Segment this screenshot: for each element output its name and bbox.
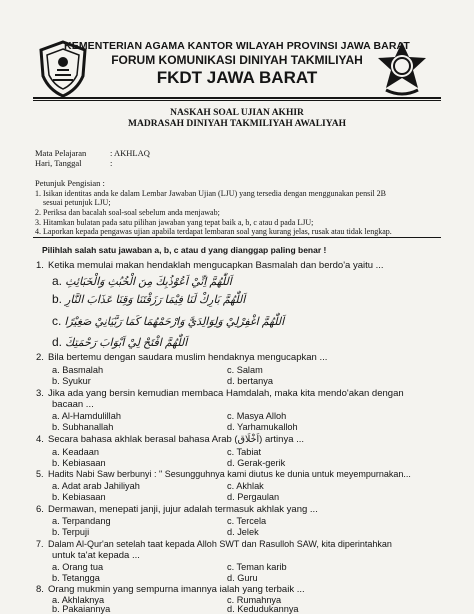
- petunjuk-title: Petunjuk Pengisian :: [35, 178, 105, 188]
- question-3: 3. Jika ada yang bersin kemudian membaca Hamdalah, maka kita mendo'akan dengan: [36, 388, 404, 399]
- meta-subject-value: : AKHLAQ: [110, 148, 150, 158]
- header-rule-thin: [33, 100, 441, 101]
- exam-title: NASKAH SOAL UJIAN AKHIR: [170, 108, 304, 118]
- question-7: 7. Dalam Al-Qur'an setelah taat kepada Alloh SWT dan Rasulloh SAW, kita diperintahkan: [36, 539, 392, 549]
- meta-date-value: :: [110, 158, 113, 168]
- q8-option-b: b. Pakaiannya: [52, 604, 111, 614]
- q1-option-c: c. اَللّٰهُمَّ اغْفِرْلِيْ وَلِوَالِدَيَّ وَارْحَمْهُمَا كَمَا رَبَّيَانِيْ صَغِيْرًا: [52, 314, 285, 328]
- question-3-cont: bacaan ...: [52, 399, 94, 410]
- q4-option-a: a. Keadaan: [52, 447, 100, 457]
- meta-date: [35, 158, 112, 168]
- q2-option-b: b. Syukur: [52, 376, 91, 386]
- q3-option-b: b. Subhanallah: [52, 422, 114, 432]
- q5-option-c: c. Akhlak: [227, 481, 264, 491]
- header-rule-thick: [33, 97, 441, 99]
- q6-option-c: c. Tercela: [227, 516, 267, 526]
- answer-instruction: Pilihlah salah satu jawaban a, b, c atau d yang dianggap paling benar !: [42, 245, 327, 255]
- petunjuk-item: 1. Isikan identitas anda ke dalam Lembar Jawaban Ujian (LJU) yang tersedia dengan menggunakan pensil 2B: [35, 189, 386, 198]
- q8-option-c: c. Rumahnya: [227, 595, 282, 605]
- q1-option-b: b. اَللّٰهُمَّ بَارِكْ لَنَا فِيْمَا رَزَقْتَنَا وَقِنَا عَذَابَ النَّارِ: [52, 292, 246, 306]
- q4-option-d: d. Gerak-gerik: [227, 458, 286, 468]
- meta-date-label: Hari, Tanggal: [35, 158, 82, 168]
- question-1: 1. Ketika memulai makan hendaklah mengucapkan Basmalah dan berdo'a yaitu ...: [36, 260, 384, 271]
- q5-option-a: a. Adat arab Jahiliyah: [52, 481, 140, 491]
- section-divider: [33, 237, 441, 238]
- header-forum: FORUM KOMUNIKASI DINIYAH TAKMILIYAH: [111, 53, 363, 67]
- petunjuk-item: 2. Periksa dan bacalah soal-soal sebelum anda menjawab;: [35, 208, 220, 217]
- q6-option-a: a. Terpandang: [52, 516, 111, 526]
- header-fkdt: FKDT JAWA BARAT: [156, 68, 318, 87]
- q7-option-d: d. Guru: [227, 573, 258, 583]
- q3-option-d: d. Yarhamukalloh: [227, 422, 298, 432]
- meta-subject-label: Mata Pelajaran: [35, 148, 87, 158]
- q5-option-d: d. Pergaulan: [227, 492, 280, 502]
- question-4: 4. Secara bahasa akhlak berasal bahasa Arab (اَخْلَاق) artinya ...: [36, 434, 305, 445]
- q2-option-d: d. bertanya: [227, 376, 273, 386]
- q4-option-c: c. Tabiat: [227, 447, 262, 457]
- question-7-cont: untuk ta'at kepada ...: [52, 550, 140, 561]
- q6-option-d: d. Jelek: [227, 527, 259, 537]
- petunjuk-item: 3. Hitamkan bulatan pada satu pilihan jawaban yang tepat baik a, b, c atau d pada LJU;: [35, 218, 314, 227]
- q8-option-d: d. Kedudukannya: [227, 604, 299, 614]
- question-2: 2. Bila bertemu dengan saudara muslim hendaknya mengucapkan ...: [36, 352, 328, 363]
- q3-option-a: a. Al-Hamdulillah: [52, 411, 121, 421]
- q1-option-d: d. اَللّٰهُمَّ افْتَحْ لِيْ اَبْوَابَ رَحْمَتِكَ: [52, 335, 188, 349]
- q8-option-a: a. Akhlaknya: [52, 595, 105, 605]
- question-5: 5. Hadits Nabi Saw berbunyi : " Sesungguhnya kami diutus ke dunia untuk meyempurnakan...: [36, 469, 411, 479]
- q2-option-a: a. Basmalah: [52, 365, 104, 375]
- q2-option-c: c. Salam: [227, 365, 263, 375]
- q6-option-b: b. Terpuji: [52, 527, 90, 537]
- q7-option-b: b. Tetangga: [52, 573, 100, 583]
- q3-option-c: c. Masya Alloh: [227, 411, 287, 421]
- header-ministry: KEMENTERIAN AGAMA KANTOR WILAYAH PROVINSI JAWA BARAT: [64, 40, 410, 52]
- exam-subtitle: MADRASAH DINIYAH TAKMILIYAH AWALIYAH: [128, 119, 346, 129]
- q1-option-a: a. اَللّٰهُمَّ اِنِّيْ اَعُوْذُبِكَ مِنَ الْخُبُثِ وَالْخَبَائِثِ: [52, 274, 232, 288]
- petunjuk-item: sesuai petunjuk LJU;: [43, 198, 111, 207]
- q4-option-b: b. Kebiasaan: [52, 458, 106, 468]
- petunjuk-item: 4. Laporkan kepada pengawas ujian apabila terdapat lembaran soal yang kurang jelas, rusak atau tidak lengkap.: [35, 227, 392, 236]
- q7-option-c: c. Teman karib: [227, 562, 287, 572]
- q7-option-a: a. Orang tua: [52, 562, 104, 572]
- meta-subject: [35, 148, 150, 158]
- question-8: 8. Orang mukmin yang sempurna imannya ialah yang terbaik ...: [36, 584, 305, 595]
- question-6: 6. Dermawan, menepati janji, jujur adalah termasuk akhlak yang ...: [36, 504, 318, 515]
- q5-option-b: b. Kebiasaan: [52, 492, 106, 502]
- q4-arabic-term: اَخْلَاق: [237, 434, 260, 445]
